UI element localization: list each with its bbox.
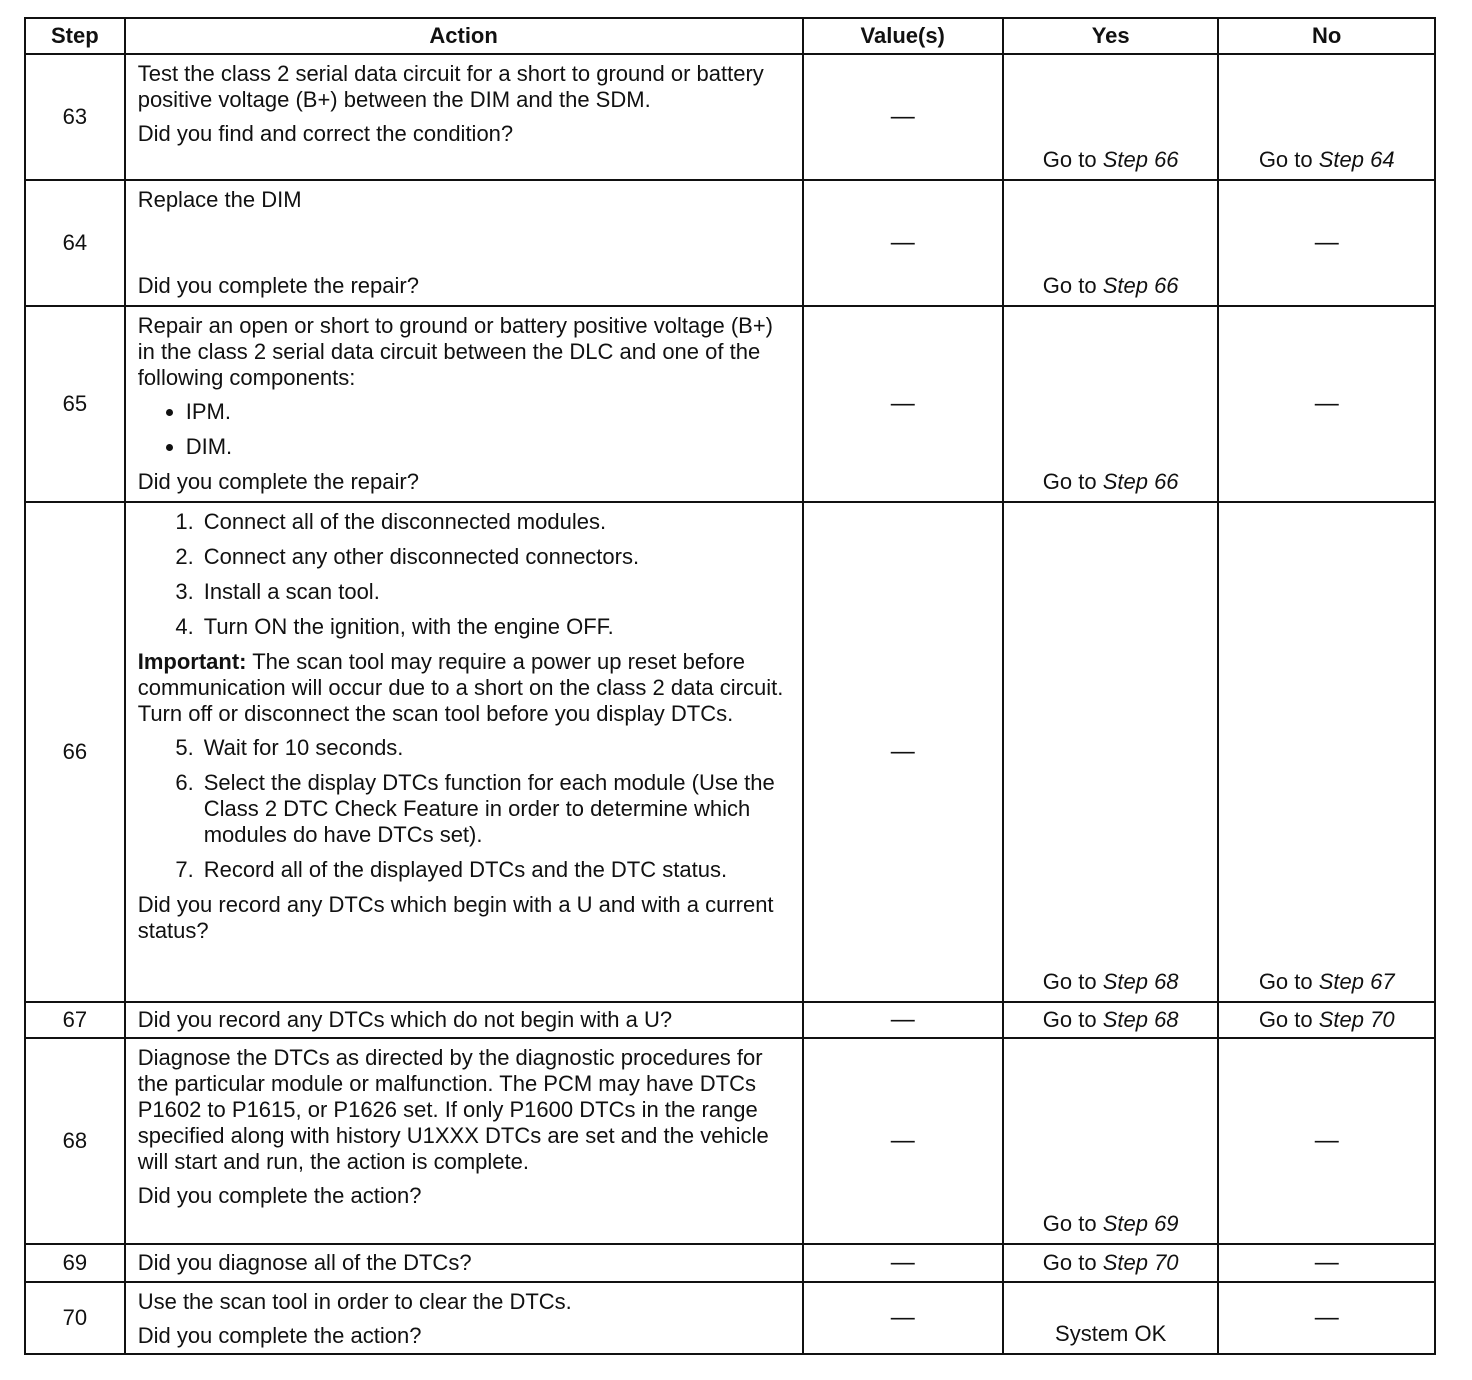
procedure-list (138, 735, 792, 883)
header-action: Action (125, 18, 803, 54)
value-dash: — (803, 1002, 1003, 1038)
item-text: Select the display DTCs function for each module (Use the Class 2 DTC Check Feature in order to determine which modules do have DTCs set). (203, 770, 775, 847)
item-text: Wait for 10 seconds. (203, 735, 404, 760)
yes-step-link[interactable]: Step 68 (1102, 969, 1179, 994)
item-number: 6. (175, 770, 194, 795)
procedure-list (138, 509, 792, 640)
important-note (138, 649, 792, 727)
action-text: Diagnose the DTCs as directed by the diagnostic procedures for the particular module or malfunction. The PCM may have DTCs P1602 to P1615, or P1626 set. If only P1600 DTCs in the range specified along with history U1XXX DTCs are set and the vehicle will start and run, the action is complete. (137, 1045, 769, 1174)
action-question: Did you complete the repair? (137, 469, 419, 494)
header-yes: Yes (1003, 18, 1219, 54)
item-text: Connect any other disconnected connectors. (203, 544, 640, 569)
table-row (25, 1038, 1435, 1244)
item-text: Turn ON the ignition, with the engine OFF. (203, 614, 614, 639)
no-dash: — (1218, 1244, 1435, 1282)
step-number: 66 (25, 502, 125, 1002)
header-step: Step (25, 18, 125, 54)
table-row (25, 502, 1435, 1002)
no-cell (1218, 54, 1435, 180)
list-item (138, 735, 792, 761)
table-row (25, 54, 1435, 180)
action-question: Did you find and correct the condition? (137, 121, 514, 146)
list-item: • IPM. (186, 399, 792, 425)
item-number: 7. (175, 857, 194, 882)
yes-cell (1003, 306, 1219, 502)
go-to-label: Go to (1042, 1007, 1097, 1032)
header-no: No (1218, 18, 1435, 54)
go-to-label: Go to (1042, 147, 1097, 172)
important-label: Important: (137, 649, 247, 674)
action-question: Did you complete the action? (137, 1183, 422, 1208)
yes-step-link[interactable]: Step 66 (1102, 273, 1179, 298)
no-dash: — (1218, 180, 1435, 306)
list-item (138, 579, 792, 605)
action-cell (125, 502, 803, 1002)
go-to-label: Go to (1042, 969, 1097, 994)
yes-step-link[interactable]: Step 66 (1102, 469, 1179, 494)
action-text: Use the scan tool in order to clear the DTCs. (137, 1289, 572, 1314)
important-text: The scan tool may require a power up reset before communication will occur due to a short on the class 2 data circuit. Turn off or disconnect the scan tool before you display DTCs. (137, 649, 784, 726)
item-number: 2. (175, 544, 194, 569)
go-to-label: Go to (1042, 469, 1097, 494)
no-dash: — (1218, 306, 1435, 502)
value-dash: — (803, 1282, 1003, 1354)
action-text: Replace the DIM (137, 187, 302, 212)
list-item: • DIM. (186, 434, 792, 460)
system-ok-text: System OK (1003, 1282, 1219, 1354)
component-list (138, 399, 792, 460)
table-row (25, 1244, 1435, 1282)
value-dash: — (803, 1244, 1003, 1282)
go-to-label: Go to (1042, 1250, 1097, 1275)
header-values: Value(s) (803, 18, 1003, 54)
table-row (25, 1002, 1435, 1038)
no-dash: — (1218, 1038, 1435, 1244)
no-step-link[interactable]: Step 64 (1318, 147, 1395, 172)
action-cell (125, 306, 803, 502)
action-cell (125, 54, 803, 180)
go-to-label: Go to (1258, 147, 1313, 172)
value-dash: — (803, 54, 1003, 180)
list-item (138, 770, 792, 848)
no-dash: — (1218, 1282, 1435, 1354)
header-row (25, 18, 1435, 54)
action-question: Did you complete the action? (137, 1323, 422, 1348)
step-number: 69 (25, 1244, 125, 1282)
go-to-label: Go to (1258, 969, 1313, 994)
list-item (138, 544, 792, 570)
step-number: 67 (25, 1002, 125, 1038)
value-dash: — (803, 306, 1003, 502)
yes-cell (1003, 1038, 1219, 1244)
yes-step-link[interactable]: Step 69 (1102, 1211, 1179, 1236)
action-text: Test the class 2 serial data circuit for a short to ground or battery positive voltage (B+) between the DIM and the SDM. (137, 61, 764, 112)
table-row (25, 306, 1435, 502)
action-cell (125, 1038, 803, 1244)
value-dash: — (803, 1038, 1003, 1244)
item-text: Install a scan tool. (203, 579, 380, 604)
item-text: Connect all of the disconnected modules. (203, 509, 607, 534)
table-row (25, 180, 1435, 306)
step-number: 70 (25, 1282, 125, 1354)
yes-step-link[interactable]: Step 68 (1102, 1007, 1179, 1032)
no-cell (1218, 1002, 1435, 1038)
yes-step-link[interactable]: Step 70 (1102, 1250, 1179, 1275)
list-item (138, 614, 792, 640)
item-number: 1. (175, 509, 194, 534)
yes-step-link[interactable]: Step 66 (1102, 147, 1179, 172)
list-item (138, 857, 792, 883)
value-dash: — (803, 180, 1003, 306)
action-cell (125, 180, 803, 306)
step-number: 63 (25, 54, 125, 180)
item-number: 5. (175, 735, 194, 760)
step-number: 65 (25, 306, 125, 502)
item-number: 4. (175, 614, 194, 639)
no-step-link[interactable]: Step 70 (1318, 1007, 1395, 1032)
yes-cell (1003, 502, 1219, 1002)
step-number: 64 (25, 180, 125, 306)
action-question: Did you complete the repair? (137, 273, 419, 298)
yes-cell (1003, 180, 1219, 306)
yes-cell (1003, 54, 1219, 180)
go-to-label: Go to (1042, 1211, 1097, 1236)
diagnostic-table (24, 17, 1436, 1355)
item-number: 3. (175, 579, 194, 604)
step-number: 68 (25, 1038, 125, 1244)
action-question: Did you record any DTCs which do not begin with a U? (125, 1002, 803, 1038)
list-item (138, 509, 792, 535)
item-text: Record all of the displayed DTCs and the DTC status. (203, 857, 728, 882)
table-row (25, 1282, 1435, 1354)
go-to-label: Go to (1042, 273, 1097, 298)
yes-cell (1003, 1002, 1219, 1038)
value-dash: — (803, 502, 1003, 1002)
action-text: Repair an open or short to ground or battery positive voltage (B+) in the class 2 serial data circuit between the DLC and one of the following components: (137, 313, 774, 390)
action-question: Did you diagnose all of the DTCs? (125, 1244, 803, 1282)
no-cell (1218, 502, 1435, 1002)
no-step-link[interactable]: Step 67 (1318, 969, 1395, 994)
action-question: Did you record any DTCs which begin with a U and with a current status? (137, 892, 774, 943)
action-cell (125, 1282, 803, 1354)
go-to-label: Go to (1258, 1007, 1313, 1032)
yes-cell (1003, 1244, 1219, 1282)
